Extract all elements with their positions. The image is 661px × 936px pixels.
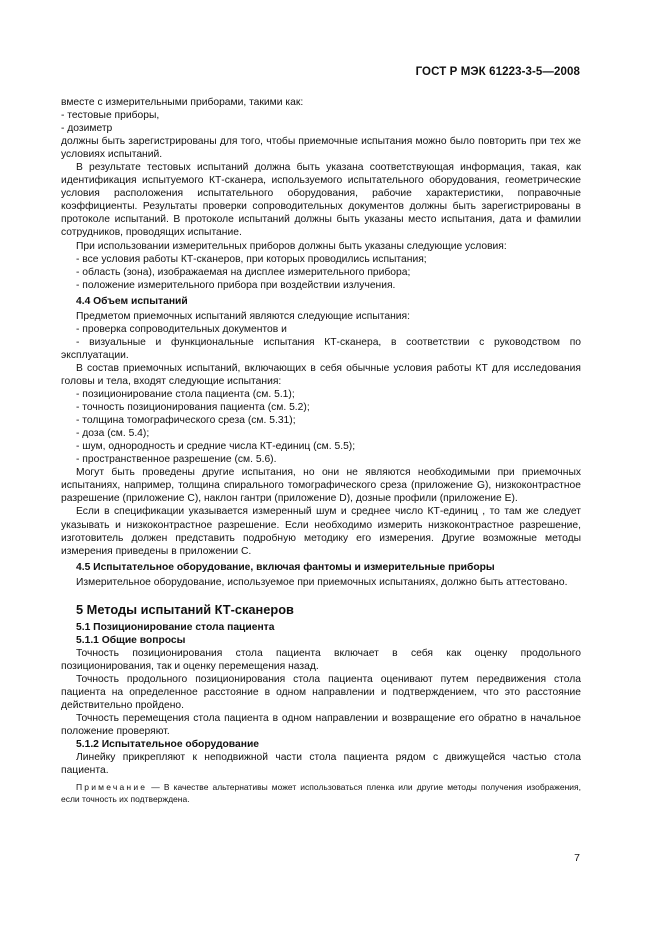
paragraph: - тестовые приборы,: [61, 110, 160, 122]
paragraph: - визуальные и функциональные испытания КТ-сканера, в соответствии с руководством по эксплуатации.: [61, 336, 581, 361]
paragraph: Точность позиционирования стола пациента включает в себя как оценку продольного позиционирования, так и оценку перемещения назад.: [61, 647, 581, 672]
paragraph: - дозиметр: [61, 123, 113, 135]
paragraph: В результате тестовых испытаний должна быть указана соответствующая информация, такая, как идентификация испытуемого КТ-сканера, используемого испытательного оборудования, геометрические условия расположения испытательного оборудования, рабочие характеристики, поправочные коэффициенты. Результаты проверки сопроводительных документов должны быть зарегистрированы в протоколе испытаний. В протоколе испытаний должны быть указаны место испытания, дата и фамилии сотрудников, проводящих испытание.: [61, 162, 581, 239]
paragraph: - позиционирование стола пациента (см. 5.1);: [76, 389, 295, 401]
paragraph: должны быть зарегистрированы для того, чтобы приемочные испытания можно было повторить при тех же условиях испытаний.: [61, 136, 581, 161]
document-header: ГОСТ Р МЭК 61223-3-5—2008: [415, 66, 580, 78]
paragraph: вместе с измерительными приборами, такими как:: [61, 97, 304, 108]
paragraph: Точность перемещения стола пациента в одном направлении и возвращение его обратно в начальное положение проверяют.: [61, 713, 581, 738]
note: [61, 781, 581, 805]
paragraph: При использовании измерительных приборов должны быть указаны следующие условия:: [76, 240, 507, 252]
subsection-heading: 5.1.1 Общие вопросы: [76, 634, 186, 646]
document-body: [61, 96, 581, 805]
paragraph: - область (зона), изображаемая на дисплее измерительного прибора;: [76, 266, 411, 278]
subsection-heading: 5.1 Позиционирование стола пациента: [76, 621, 275, 633]
note-label: Примечание: [76, 782, 148, 793]
paragraph: - шум, однородность и средние числа КТ-единиц (см. 5.5);: [76, 441, 356, 453]
paragraph: - доза (см. 5.4);: [76, 428, 150, 440]
paragraph: - точность позиционирования пациента (см. 5.2);: [76, 402, 310, 414]
paragraph: Измерительное оборудование, используемое при приемочных испытаниях, должно быть аттестовано.: [76, 576, 568, 588]
paragraph: Если в спецификации указывается измеренный шум и среднее число КТ-единиц , то там же следует указывать и низкоконтрастное разрешение. Если необходимо измерить низкоконтрастное разрешение, изготовитель должен представить подробную методику его измерения. Другие возможные методы измерения приведены в приложении С.: [61, 506, 581, 557]
paragraph: В состав приемочных испытаний, включающих в себя обычные условия работы КТ для исследования головы и тела, входят следующие испытания:: [61, 362, 581, 387]
paragraph: Линейку прикрепляют к неподвижной части стола пациента рядом с движущейся частью стола пациента.: [61, 752, 581, 777]
subsection-heading: 5.1.2 Испытательное оборудование: [76, 739, 259, 751]
paragraph: Точность продольного позиционирования стола пациента оценивают путем передвижения стола пациента на определенное расстояние в одном направлении и подтверждением, что это расстояние действительно пройдено.: [61, 673, 581, 712]
paragraph: Могут быть проведены другие испытания, но они не являются необходимыми при приемочных испытаниях, например, толщина спирального томографического среза (приложение G), низкоконтрастное разрешение (приложение С), наклон гантри (приложение D), дозные профили (приложение Е).: [61, 467, 581, 505]
paragraph: - толщина томографического среза (см. 5.31);: [76, 415, 296, 427]
note-text: — В качестве альтернативы может использоваться пленка или другие методы получения изображения, если точность их подтверждена.: [61, 782, 581, 805]
paragraph: - проверка сопроводительных документов и: [76, 323, 287, 335]
subsection-heading: 4.5 Испытательное оборудование, включая фантомы и измерительные приборы: [76, 561, 495, 573]
paragraph: - положение измерительного прибора при воздействии излучения.: [76, 279, 396, 291]
paragraph: - пространственное разрешение (см. 5.6).: [76, 454, 277, 466]
paragraph: - все условия работы КТ-сканеров, при которых проводились испытания;: [76, 253, 427, 265]
subsection-heading: 4.4 Объем испытаний: [76, 295, 188, 307]
paragraph: Предметом приемочных испытаний являются следующие испытания:: [76, 310, 410, 322]
page-number: 7: [574, 852, 580, 864]
section-heading: 5 Методы испытаний КТ-сканеров: [76, 601, 294, 617]
